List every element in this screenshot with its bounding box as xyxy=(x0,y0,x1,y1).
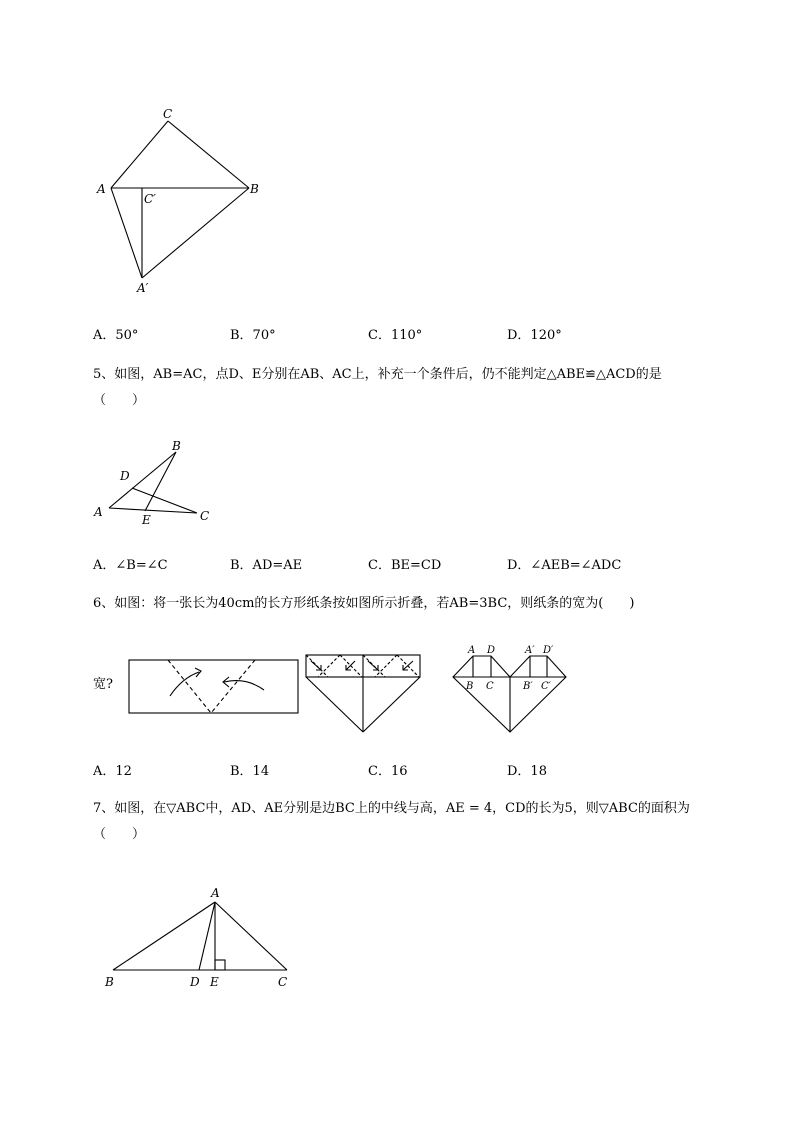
question-7 xyxy=(93,800,743,844)
options-q4 xyxy=(93,324,653,342)
label-Ap: A′ xyxy=(525,645,535,656)
segment-ApB xyxy=(142,188,249,278)
label-B: B xyxy=(250,182,259,196)
option-c[interactable]: C．110° xyxy=(368,328,423,343)
option-d[interactable]: D．18 xyxy=(507,764,547,779)
figure-q7-triangle xyxy=(0,880,320,990)
figure-q6-folding xyxy=(0,640,794,740)
question-6 xyxy=(93,595,743,613)
question-5-text: 5、如图，AB=AC，点D、E分别在AB、AC上，补充一个条件后，仍不能判定△ABE≌△ACD的是 xyxy=(93,367,662,382)
label-C: C xyxy=(486,681,494,692)
label-A: A xyxy=(97,182,106,196)
label-D: D xyxy=(120,469,130,483)
label-Dp: D′ xyxy=(543,645,554,656)
label-C: C xyxy=(278,975,288,989)
label-Bp: B′ xyxy=(523,681,533,692)
width-label: 宽? xyxy=(93,677,113,692)
segment-AAp xyxy=(111,188,142,278)
label-B: B xyxy=(172,439,181,453)
segment-AC xyxy=(111,121,168,188)
label-E: E xyxy=(210,975,219,989)
question-5 xyxy=(93,366,743,410)
label-D: D xyxy=(190,975,200,989)
label-C: C xyxy=(163,107,173,121)
question-7-paren: （ ） xyxy=(93,827,146,842)
label-D: D xyxy=(487,645,496,656)
option-b[interactable]: B．70° xyxy=(230,328,276,343)
figure-q5-triangles xyxy=(0,430,260,530)
label-B: B xyxy=(466,681,474,692)
question-7-text: 7、如图，在▽ABC中，AD、AE分别是边BC上的中线与高，AE = 4，CD的长为5，则▽ABC的面积为 xyxy=(93,801,690,816)
segment-CB xyxy=(168,121,249,188)
label-C: C xyxy=(200,509,210,523)
label-B: B xyxy=(105,975,114,989)
label-Cp: C′ xyxy=(144,192,156,206)
option-d[interactable]: D．∠AEB=∠ADC xyxy=(507,558,622,573)
options-q6 xyxy=(93,760,653,778)
figure-q4-triangle-fold xyxy=(0,0,794,300)
label-Cp: C′ xyxy=(541,681,551,692)
option-d[interactable]: D．120° xyxy=(507,328,562,343)
option-c[interactable]: C．BE=CD xyxy=(368,558,442,573)
option-b[interactable]: B．14 xyxy=(230,764,270,779)
option-a[interactable]: A．∠B=∠C xyxy=(93,558,168,573)
option-c[interactable]: C．16 xyxy=(368,764,408,779)
options-q5 xyxy=(93,554,653,572)
option-a[interactable]: A．12 xyxy=(93,764,132,779)
question-6-text: 6、如图：将一张长为40cm的长方形纸条按如图所示折叠，若AB=3BC，则纸条的宽为( ) xyxy=(93,596,635,611)
question-5-paren: （ ） xyxy=(93,393,146,408)
option-a[interactable]: A．50° xyxy=(93,328,139,343)
label-A: A xyxy=(211,886,220,900)
label-E: E xyxy=(142,513,151,527)
label-A: A xyxy=(468,645,476,656)
label-Ap: A′ xyxy=(137,281,149,295)
option-b[interactable]: B．AD=AE xyxy=(230,558,303,573)
label-A: A xyxy=(94,505,103,519)
